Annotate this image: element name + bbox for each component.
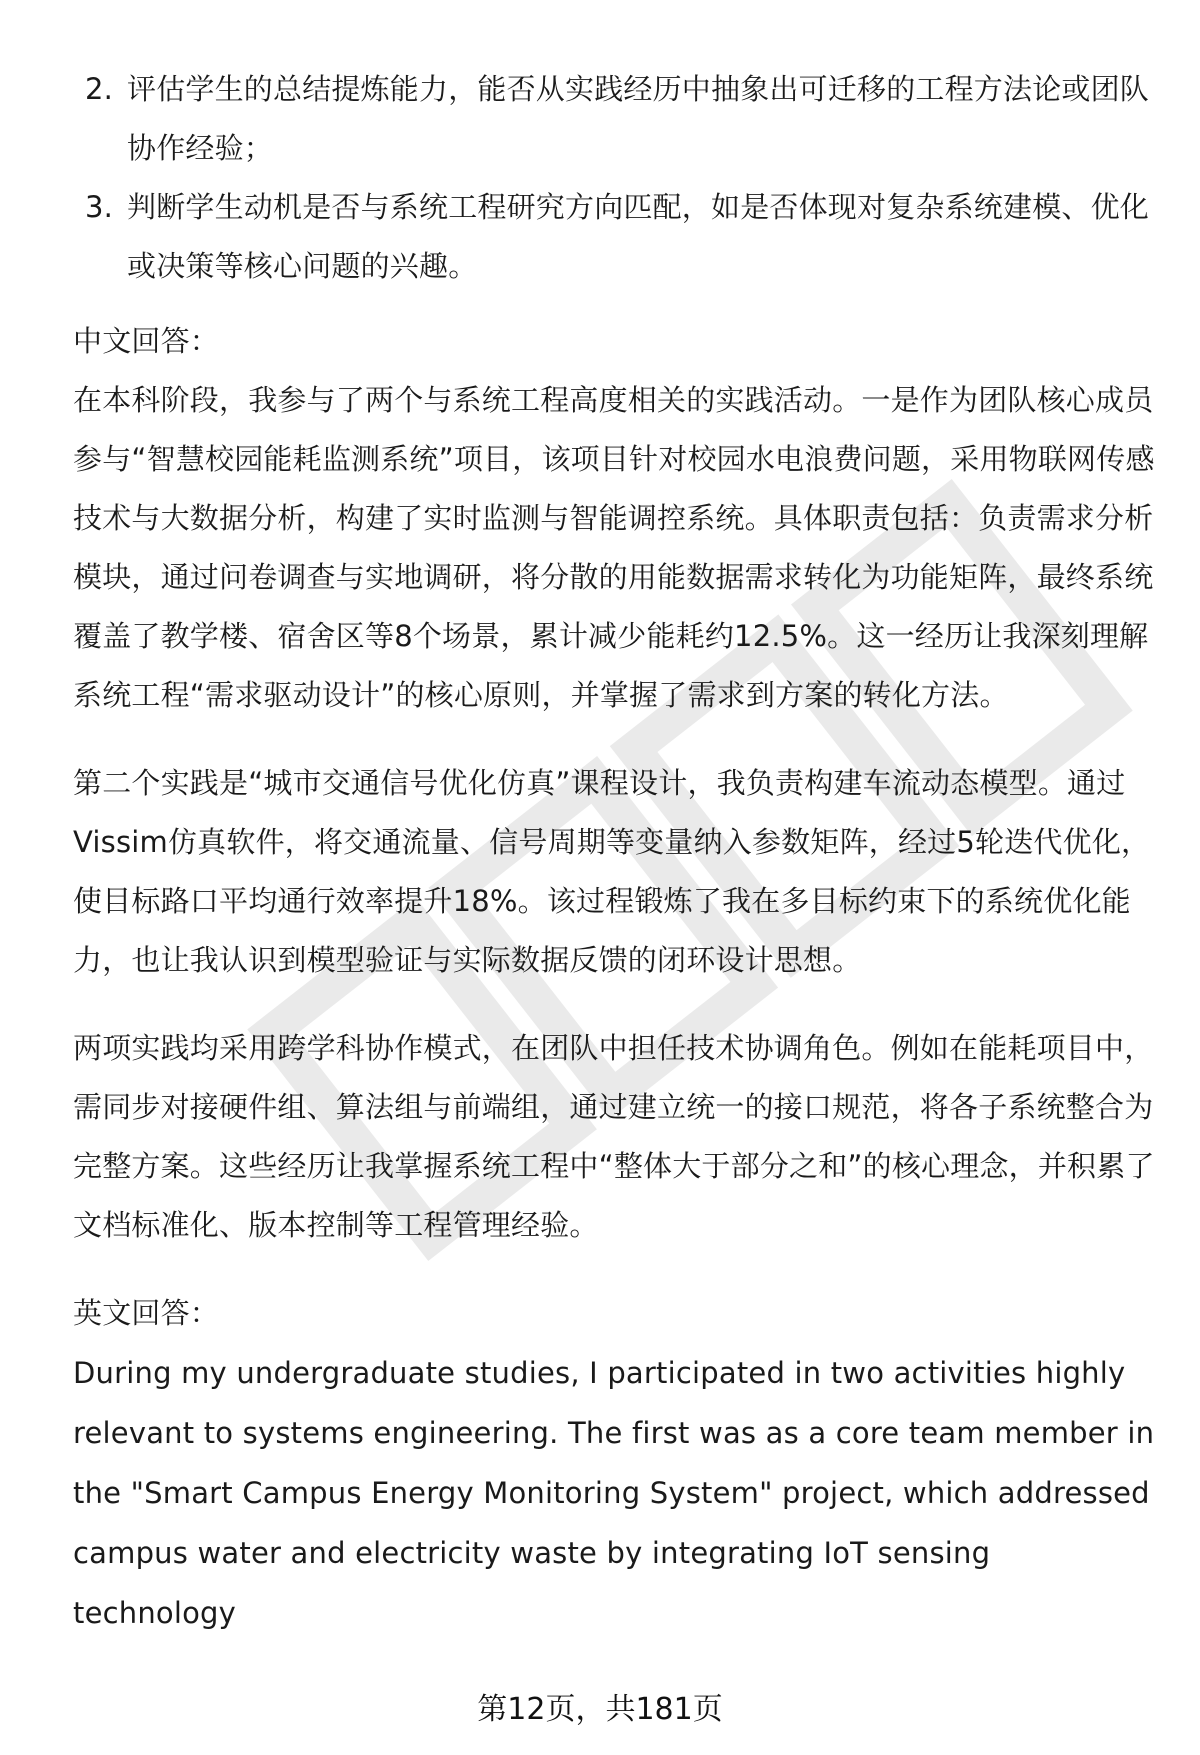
criteria-list xyxy=(73,60,1158,296)
list-number: 3. xyxy=(85,190,114,224)
list-text: 评估学生的总结提炼能力，能否从实践经历中抽象出可迁移的工程方法论或团队协作经验； xyxy=(127,72,1150,165)
chinese-paragraph: 两项实践均采用跨学科协作模式，在团队中担任技术协调角色。例如在能耗项目中，需同步对接硬件组、算法组与前端组，通过建立统一的接口规范，将各子系统整合为完整方案。这些经历让我掌握系统工程中“整体大于部分之和”的核心理念，并积累了文档标准化、版本控制等工程管理经验。 xyxy=(73,1031,1155,1242)
chinese-answer-label: 中文回答： xyxy=(73,324,220,358)
list-item xyxy=(73,60,1158,178)
chinese-paragraph: 第二个实践是“城市交通信号优化仿真”课程设计，我负责构建车流动态模型。通过Vissim仿真软件，将交通流量、信号周期等变量纳入参数矩阵，经过5轮迭代优化，使目标路口平均通行效率提升18%。该过程锻炼了我在多目标约束下的系统优化能力，也让我认识到模型验证与实际数据反馈的闭环设计思想。 xyxy=(73,766,1151,977)
page-footer: 第12页，共181页 xyxy=(477,1692,723,1727)
document-body xyxy=(73,60,1158,1643)
english-answer-label: 英文回答： xyxy=(73,1296,220,1330)
list-number: 2. xyxy=(85,72,114,106)
list-text: 判断学生动机是否与系统工程研究方向匹配，如是否体现对复杂系统建模、优化或决策等核心问题的兴趣。 xyxy=(127,190,1150,283)
list-item xyxy=(73,178,1158,296)
english-paragraph: During my undergraduate studies, I participated in two activities highly relevant to systems engineering. The first was as a core team member in the "Smart Campus Energy Monitoring System" project, which addressed campus water and electricity waste by integrating IoT sensing technology xyxy=(73,1356,1155,1630)
chinese-paragraph: 在本科阶段，我参与了两个与系统工程高度相关的实践活动。一是作为团队核心成员参与“智慧校园能耗监测系统”项目，该项目针对校园水电浪费问题，采用物联网传感技术与大数据分析，构建了实时监测与智能调控系统。具体职责包括：负责需求分析模块，通过问卷调查与实地调研，将分散的用能数据需求转化为功能矩阵，最终系统覆盖了教学楼、宿舍区等8个场景，累计减少能耗约12.5%。这一经历让我深刻理解系统工程“需求驱动设计”的核心原则，并掌握了需求到方案的转化方法。 xyxy=(73,383,1155,712)
